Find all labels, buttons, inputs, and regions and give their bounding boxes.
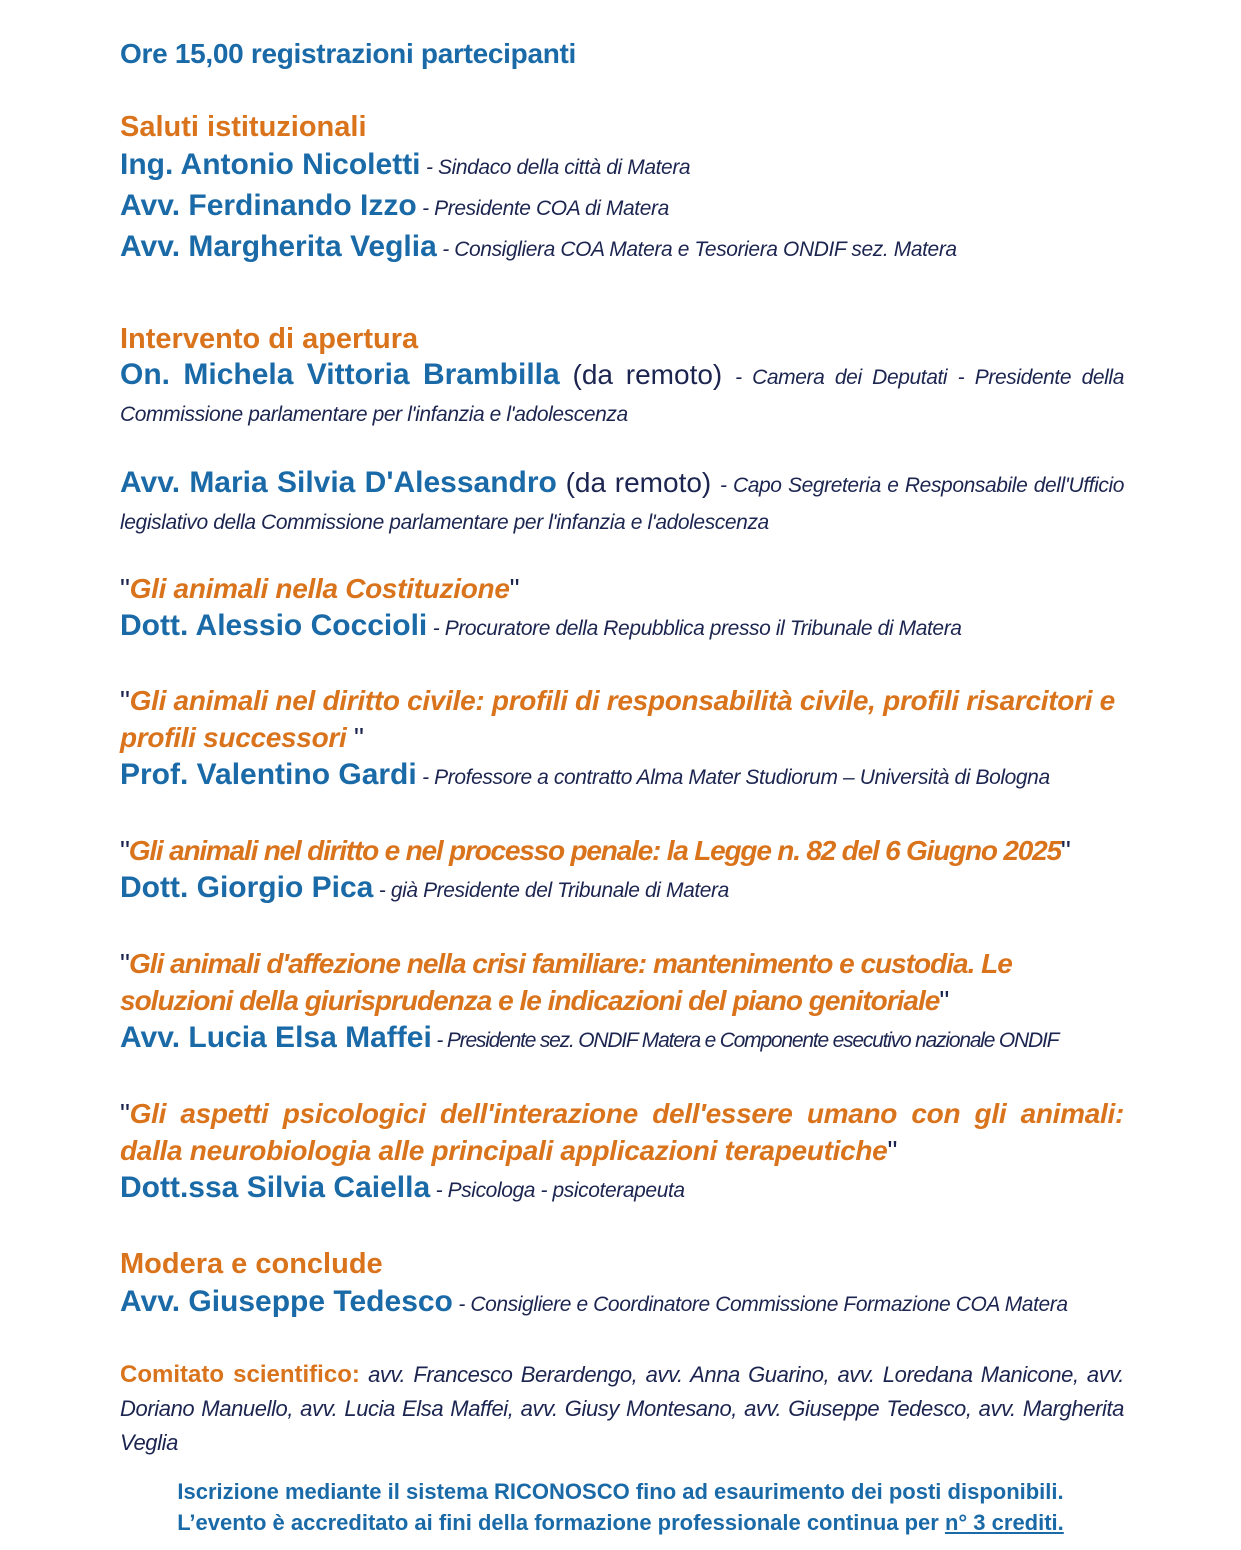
- talk-title: [120, 832, 1124, 869]
- footer-note: [0, 1476, 1241, 1538]
- speaker-name: Ing. Antonio Nicoletti: [120, 148, 421, 181]
- speaker-role: - Presidente sez. ONDIF Matera e Componente esecutivo nazionale ONDIF: [431, 1029, 1059, 1052]
- modera-heading: Modera e conclude: [120, 1248, 383, 1280]
- talk-title: [120, 682, 1124, 756]
- speaker-name: On. Michela Vittoria Brambilla: [120, 358, 560, 391]
- speaker-name: Avv. Giuseppe Tedesco: [120, 1285, 453, 1318]
- speaker-line: [120, 1283, 1124, 1324]
- quote-mark: ": [1060, 835, 1070, 866]
- speaker-role: - Camera dei Deputati - Presidente della Commissione parlamentare per l'infanzia e l'adolescenza: [120, 366, 1124, 426]
- comitato-names: avv. Francesco Berardengo, avv. Anna Guarino, avv. Loredana Manicone, avv. Doriano Manuello, avv. Lucia Elsa Maffei, avv. Giusy Montesano, avv. Giuseppe Tedesco, avv. Margherita Veglia: [120, 1362, 1124, 1455]
- talk-item: [120, 682, 1124, 797]
- talk-title-text: Gli aspetti psicologici dell'interazione dell'essere umano con gli animali: dalla neurobiologia alle principali applicazioni terapeutiche: [120, 1098, 1124, 1166]
- speaker-line: [120, 1169, 1124, 1210]
- speaker-name: Avv. Lucia Elsa Maffei: [120, 1021, 432, 1054]
- talk-item: [120, 1095, 1124, 1210]
- speaker-role: - Consigliera COA Matera e Tesoriera ONDIF sez. Matera: [436, 238, 957, 261]
- talk-item: [120, 832, 1124, 910]
- apertura-heading: Intervento di apertura: [120, 323, 419, 355]
- speaker-role: - Professore a contratto Alma Mater Studiorum – Università di Bologna: [416, 766, 1050, 789]
- footer-line-2: [0, 1507, 1241, 1538]
- quote-mark: ": [120, 573, 130, 604]
- modera-section: [120, 1245, 1124, 1324]
- talk-item: [120, 570, 1124, 648]
- speaker-role: - Presidente COA di Matera: [416, 197, 669, 220]
- talk-title: [120, 945, 1124, 1019]
- talk-title-text: Gli animali d'affezione nella crisi familiare: mantenimento e custodia. Le soluzioni della giurisprudenza e le indicazioni del piano genitoriale: [120, 948, 1012, 1016]
- speaker-role: - Capo Segreteria e Responsabile dell'Ufficio legislativo della Commissione parlamentare per l'infanzia e l'adolescenza: [120, 474, 1124, 534]
- quote-mark: ": [120, 1098, 130, 1129]
- apertura-speaker: [120, 466, 1124, 540]
- speaker-line: [120, 756, 1124, 797]
- registration-line: Ore 15,00 registrazioni partecipanti: [120, 38, 577, 69]
- quote-mark: ": [887, 1135, 898, 1166]
- comitato-label: Comitato scientifico:: [120, 1361, 360, 1388]
- speaker-name: Avv. Ferdinando Izzo: [120, 189, 417, 222]
- speaker-name: Dott. Alessio Coccioli: [120, 609, 428, 642]
- apertura-speaker: [120, 358, 1124, 432]
- speaker-line: [120, 187, 1124, 228]
- speaker-line: [120, 1019, 1124, 1060]
- speaker-line: [120, 228, 1124, 269]
- quote-mark: ": [120, 835, 129, 866]
- talk-item: [120, 945, 1124, 1060]
- speaker-name: Prof. Valentino Gardi: [120, 758, 417, 791]
- footer-line-2-text: L’evento è accreditato ai fini della formazione professionale continua per: [177, 1510, 945, 1535]
- remote-note: (da remoto): [556, 467, 720, 498]
- speaker-role: - Psicologa - psicoterapeuta: [430, 1179, 685, 1202]
- quote-mark: ": [120, 685, 130, 716]
- talk-title-text: Gli animali nella Costituzione: [129, 573, 510, 604]
- speaker-line: [120, 146, 1124, 187]
- remote-note: (da remoto): [559, 359, 736, 390]
- footer-line-1: Iscrizione mediante il sistema RICONOSCO fino ad esaurimento dei posti disponibili.: [177, 1479, 1064, 1504]
- apertura-section: [120, 320, 1124, 432]
- saluti-heading: Saluti istituzionali: [120, 111, 367, 143]
- talk-title-text: Gli animali nel diritto e nel processo penale: la Legge n. 82 del 6 Giugno 2025: [128, 835, 1061, 866]
- speaker-line: [120, 607, 1124, 648]
- speaker-role: - Sindaco della città di Matera: [420, 156, 691, 179]
- speaker-role: - Consigliere e Coordinatore Commissione Formazione COA Matera: [452, 1293, 1068, 1316]
- talk-title: [120, 570, 1124, 607]
- credits-note: n° 3 crediti.: [944, 1510, 1064, 1535]
- comitato-section: [120, 1358, 1124, 1460]
- speaker-name: Avv. Margherita Veglia: [120, 230, 437, 263]
- talk-title: [120, 1095, 1124, 1169]
- speaker-role: - Procuratore della Repubblica presso il Tribunale di Matera: [427, 617, 962, 640]
- quote-mark: ": [509, 573, 520, 604]
- speaker-name: Dott. Giorgio Pica: [120, 871, 374, 904]
- speaker-line: [120, 869, 1124, 910]
- quote-mark: ": [939, 985, 949, 1016]
- saluti-section: [120, 108, 1124, 269]
- speaker-name: Avv. Maria Silvia D'Alessandro: [120, 466, 557, 499]
- talk-title-text: Gli animali nel diritto civile: profili di responsabilità civile, profili risarcitori e profili successori: [120, 685, 1115, 753]
- speaker-name: Dott.ssa Silvia Caiella: [120, 1171, 431, 1204]
- quote-mark: ": [120, 948, 129, 979]
- quote-mark: ": [353, 722, 364, 753]
- speaker-role: - già Presidente del Tribunale di Matera: [373, 879, 729, 902]
